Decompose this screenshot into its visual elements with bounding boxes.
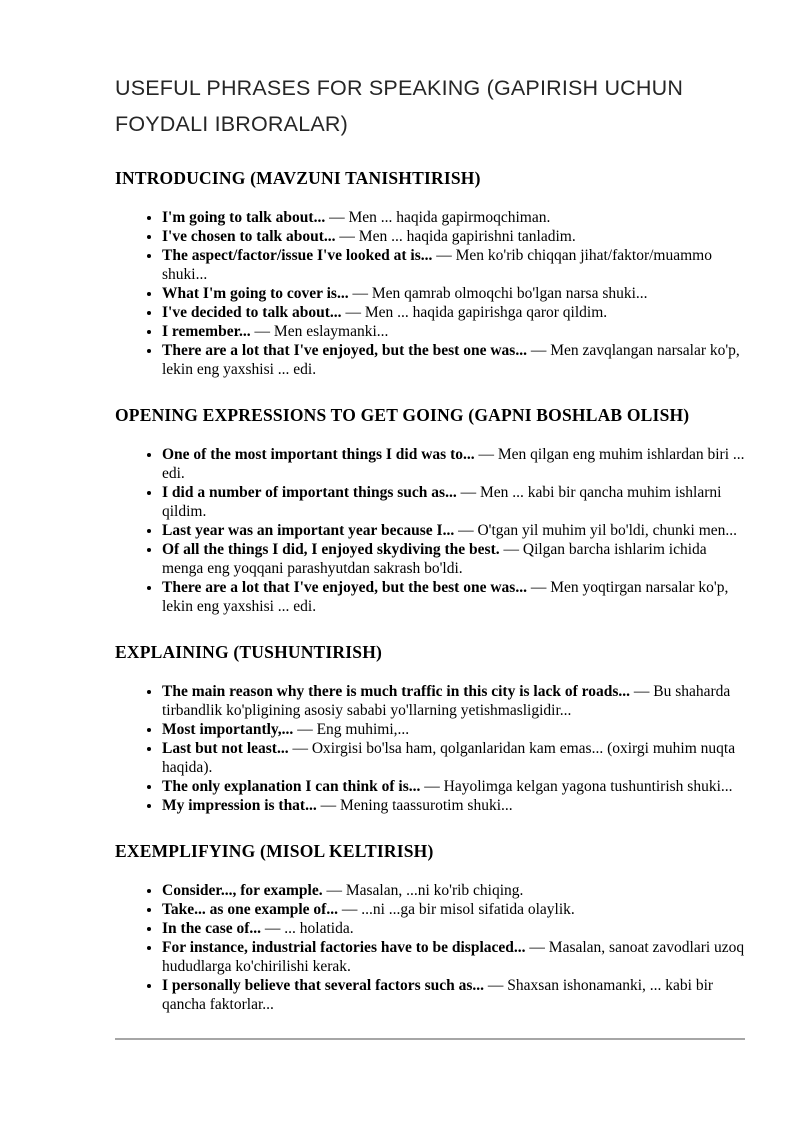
phrase-list [115, 881, 745, 1014]
phrase-separator: — [432, 247, 456, 264]
phrase-item [162, 720, 745, 739]
phrase-english: The only explanation I can think of is... [162, 778, 421, 795]
phrase-item [162, 341, 745, 379]
phrase-separator: — [325, 209, 349, 226]
phrase-english: I personally believe that several factors such as... [162, 977, 485, 994]
phrase-separator: — [250, 323, 274, 340]
phrase-item [162, 578, 745, 616]
phrase-item [162, 796, 745, 815]
phrase-english: Last year was an important year because I... [162, 522, 455, 539]
sections [115, 168, 745, 1014]
phrase-translation: Qilgan barcha ishlarim ichida menga eng yoqqani parashyutdan sakrash bo'ldi. [162, 541, 707, 577]
phrase-separator: — [348, 285, 372, 302]
phrase-translation: ... holatida. [284, 920, 354, 937]
phrase-separator: — [484, 977, 508, 994]
phrase-english: Last but not least... [162, 740, 289, 757]
horizontal-rule [115, 1038, 745, 1040]
section-heading: INTRODUCING (MAVZUNI TANISHTIRISH) [115, 168, 481, 188]
phrase-translation: Men ... kabi bir qancha muhim ishlarni qildim. [162, 484, 722, 520]
phrase-item [162, 322, 745, 341]
phrase-separator: — [456, 484, 480, 501]
phrase-english: Consider..., for example. [162, 882, 323, 899]
phrase-separator: — [499, 541, 523, 558]
phrase-separator: — [288, 740, 312, 757]
phrase-section [115, 841, 745, 1014]
phrase-english: What I'm going to cover is... [162, 285, 349, 302]
phrase-english: One of the most important things I did was to... [162, 446, 475, 463]
phrase-english: In the case of... [162, 920, 262, 937]
phrase-item [162, 919, 745, 938]
phrase-list [115, 682, 745, 815]
phrase-english: I remember... [162, 323, 251, 340]
phrase-english: I did a number of important things such as... [162, 484, 457, 501]
phrase-translation: Masalan, ...ni ko'rib chiqing. [345, 882, 524, 899]
phrase-translation: Men ... haqida gapirmoqchiman. [348, 209, 551, 226]
section-heading: EXPLAINING (TUSHUNTIRISH) [115, 642, 383, 662]
phrase-english: I'm going to talk about... [162, 209, 326, 226]
phrase-translation: Men qilgan eng muhim ishlardan biri ... edi. [162, 446, 745, 482]
phrase-translation: Men ko'rib chiqqan jihat/faktor/muammo shuki... [162, 247, 712, 283]
phrase-translation: Men yoqtirgan narsalar ko'p, lekin eng yaxshisi ... edi. [162, 579, 729, 615]
section-heading: OPENING EXPRESSIONS TO GET GOING (GAPNI BOSHLAB OLISH) [115, 405, 690, 425]
phrase-english: I've chosen to talk about... [162, 228, 336, 245]
phrase-separator: — [526, 579, 551, 596]
phrase-translation: Men qamrab olmoqchi bo'lgan narsa shuki... [371, 285, 648, 302]
phrase-item [162, 900, 745, 919]
phrase-translation: Hayolimga kelgan yagona tushuntirish shuki... [443, 778, 733, 795]
phrase-separator: — [526, 342, 551, 359]
phrase-english: The main reason why there is much traffic in this city is lack of roads... [162, 683, 631, 700]
phrase-item [162, 540, 745, 578]
phrase-separator: — [454, 522, 478, 539]
phrase-translation: O'tgan yil muhim yil bo'ldi, chunki men... [477, 522, 738, 539]
phrase-english: For instance, industrial factories have to be displaced... [162, 939, 526, 956]
phrase-separator: — [293, 721, 317, 738]
phrase-translation: Men eslaymanki... [273, 323, 389, 340]
phrase-translation: Eng muhimi,... [316, 721, 410, 738]
phrase-item [162, 682, 745, 720]
phrase-separator: — [420, 778, 444, 795]
phrase-translation: Oxirgisi bo'lsa ham, qolganlaridan kam emas... (oxirgi muhim nuqta haqida). [162, 740, 736, 776]
phrase-section [115, 168, 745, 379]
phrase-item [162, 976, 745, 1014]
phrase-translation: Mening taassurotim shuki... [339, 797, 513, 814]
phrase-separator: — [261, 920, 285, 937]
phrase-translation: Men zavqlangan narsalar ko'p, lekin eng yaxshisi ... edi. [162, 342, 740, 378]
phrase-item [162, 521, 745, 540]
phrase-separator: — [316, 797, 340, 814]
phrase-english: There are a lot that I've enjoyed, but the best one was... [162, 342, 527, 359]
phrase-item [162, 739, 745, 777]
phrase-translation: Masalan, sanoat zavodlari uzoq hududlarga ko'chirilishi kerak. [162, 939, 745, 975]
phrase-separator: — [337, 901, 362, 918]
phrase-separator: — [335, 228, 359, 245]
phrase-item [162, 208, 745, 227]
section-heading: EXEMPLIFYING (MISOL KELTIRISH) [115, 841, 434, 861]
phrase-english: Of all the things I did, I enjoyed skydiving the best. [162, 541, 500, 558]
phrase-english: Most importantly,... [162, 721, 294, 738]
phrase-separator: — [474, 446, 498, 463]
phrase-translation: Men ... haqida gapirishga qaror qildim. [364, 304, 608, 321]
phrase-item [162, 445, 745, 483]
phrase-separator: — [322, 882, 346, 899]
phrase-translation: Shaxsan ishonamanki, ... kabi bir qancha faktorlar... [162, 977, 714, 1013]
phrase-translation: Men ... haqida gapirishni tanladim. [358, 228, 576, 245]
phrase-section [115, 642, 745, 815]
phrase-item [162, 483, 745, 521]
phrase-english: I've decided to talk about... [162, 304, 342, 321]
phrase-english: My impression is that... [162, 797, 317, 814]
phrase-separator: — [525, 939, 549, 956]
phrase-item [162, 284, 745, 303]
phrase-english: Take... as one example of... [162, 901, 338, 918]
phrase-list [115, 208, 745, 379]
phrase-item [162, 881, 745, 900]
document-title: USEFUL PHRASES FOR SPEAKING (GAPIRISH UCHUN FOYDALI IBRORALAR) [115, 76, 684, 136]
phrase-item [162, 777, 745, 796]
phrase-separator: — [341, 304, 365, 321]
phrase-translation: ...ni ...ga bir misol sifatida olaylik. [361, 901, 575, 918]
phrase-item [162, 303, 745, 322]
phrase-item [162, 938, 745, 976]
phrase-list [115, 445, 745, 616]
phrase-item [162, 246, 745, 284]
phrase-translation: Bu shaharda tirbandlik ko'pligining asosiy sababi yo'llarning yetishmasligidir... [162, 683, 731, 719]
phrase-english: There are a lot that I've enjoyed, but the best one was... [162, 579, 527, 596]
phrase-separator: — [630, 683, 654, 700]
phrase-item [162, 227, 745, 246]
phrase-section [115, 405, 745, 616]
phrase-english: The aspect/factor/issue I've looked at is... [162, 247, 433, 264]
